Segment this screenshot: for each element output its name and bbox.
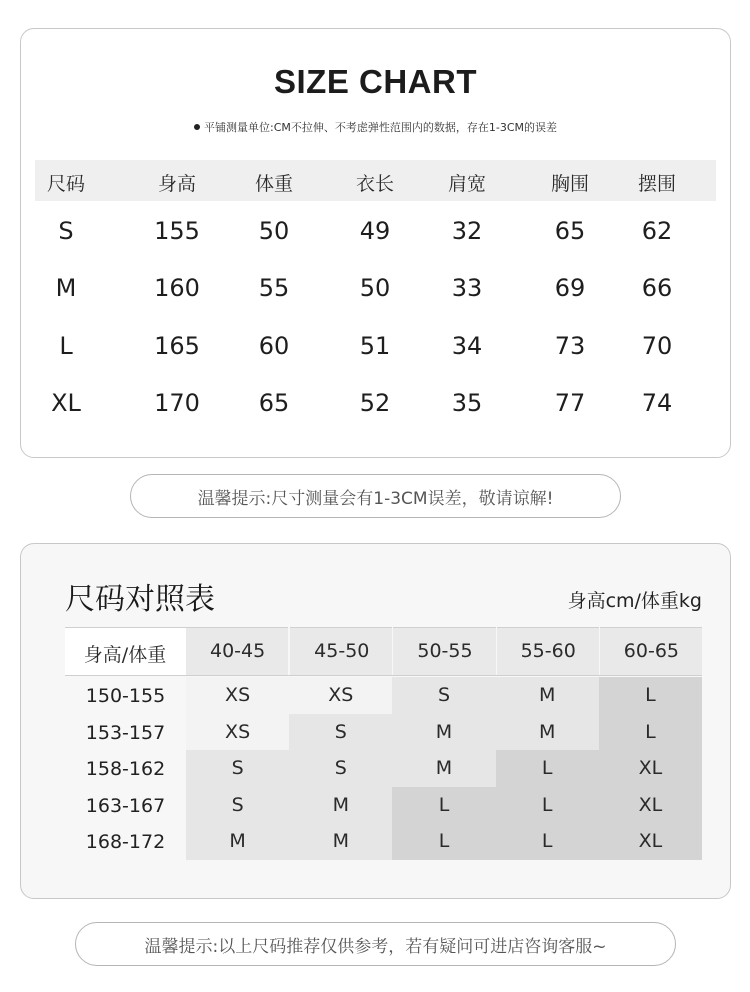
size-chart-cell: 65 (258, 389, 290, 417)
size-chart-row (21, 389, 730, 429)
size-recommendation-cell: M (392, 714, 495, 751)
weight-range-label: 45-50 (314, 640, 370, 662)
size-chart-cell: 52 (359, 389, 391, 417)
size-chart-cell: S (58, 217, 74, 245)
size-chart-cell: 51 (359, 332, 391, 360)
size-recommendation-cell: M (496, 714, 599, 751)
size-recommendation-cell: XS (186, 714, 289, 751)
size-recommendation-cell: XL (599, 823, 702, 860)
size-recommendation-cell: S (186, 787, 289, 824)
size-recommendation-cell: XL (599, 750, 702, 787)
size-chart-row (21, 332, 730, 372)
size-recommendation-cell: L (392, 823, 495, 860)
header-divider (65, 675, 702, 676)
size-chart-cell: 34 (451, 332, 483, 360)
size-chart-cell: 73 (554, 332, 586, 360)
size-recommendation-cell: M (496, 677, 599, 714)
measurement-note-text: 平铺测量单位:CM不拉伸、不考虑弹性范围内的数据，存在1-3CM的误差 (203, 121, 557, 134)
size-chart-cell: 155 (154, 217, 200, 245)
weight-range-label: 40-45 (209, 640, 266, 662)
tip-measurement-error: 温馨提示:尺寸测量会有1-3CM误差，敬请谅解! (130, 474, 621, 518)
size-chart-cell: 35 (451, 389, 483, 417)
size-recommendation-cell: S (289, 750, 392, 787)
weight-range-header (290, 627, 392, 675)
size-recommendation-cell: M (186, 823, 289, 860)
size-chart-cell: 55 (258, 274, 290, 302)
tip-reference-only: 温馨提示:以上尺码推荐仅供参考，若有疑问可进店咨询客服~ (75, 922, 676, 966)
size-chart-cell: 77 (554, 389, 586, 417)
size-reference-grid (65, 627, 702, 872)
bullet-icon (194, 124, 200, 130)
size-reference-title: 尺码对照表 (65, 582, 215, 617)
height-range-label: 163-167 (85, 794, 166, 817)
size-recommendation-cell: M (289, 823, 392, 860)
size-chart-row (21, 274, 730, 314)
size-recommendation-cell: L (496, 787, 599, 824)
size-recommendation-cell: L (599, 714, 702, 751)
size-chart-cell: L (59, 332, 73, 360)
size-recommendation-cell: M (289, 787, 392, 824)
height-range-label: 168-172 (85, 831, 166, 853)
size-chart-cell: 65 (554, 217, 586, 245)
weight-range-header (186, 627, 288, 675)
size-recommendation-cell: XS (186, 677, 289, 714)
height-range-label: 153-157 (85, 721, 166, 744)
size-chart-cell: M (55, 274, 77, 302)
size-chart-col-header: 尺码 (46, 173, 86, 195)
size-chart-col-header: 体重 (254, 173, 294, 195)
size-recommendation-cell: L (496, 823, 599, 860)
size-recommendation-cell: M (392, 750, 495, 787)
size-chart-cell: 160 (154, 274, 200, 302)
height-range-label: 150-155 (85, 685, 166, 707)
size-recommendation-cell: L (392, 787, 495, 824)
weight-range-label: 55-60 (520, 640, 576, 662)
size-chart-cell: 69 (554, 274, 586, 302)
corner-label: 身高/体重 (83, 644, 167, 666)
size-chart-cell: 60 (258, 332, 290, 360)
size-chart-cell: 74 (641, 389, 673, 417)
size-chart-col-header: 摆围 (637, 173, 677, 195)
size-reference-panel (20, 543, 731, 899)
size-chart-cell: 33 (451, 274, 483, 302)
weight-range-header (600, 627, 702, 675)
size-recommendation-cell: XS (289, 677, 392, 714)
weight-range-label: 60-65 (623, 640, 679, 662)
grid-corner-header (65, 627, 186, 675)
size-chart-cell: XL (51, 389, 81, 417)
size-chart-col-header: 胸围 (550, 173, 590, 195)
size-chart-panel (20, 28, 731, 458)
size-chart-title: SIZE CHART (274, 63, 477, 100)
size-recommendation-cell: XL (599, 787, 702, 824)
size-chart-header (35, 160, 716, 201)
size-recommendation-cell: L (496, 750, 599, 787)
unit-label: 身高cm/体重kg (567, 590, 702, 612)
size-chart-row (21, 217, 730, 257)
size-recommendation-cell: S (289, 714, 392, 751)
size-chart-cell: 170 (154, 389, 200, 417)
size-chart-cell: 165 (154, 332, 200, 360)
size-chart-cell: 66 (641, 274, 673, 302)
size-recommendation-cell: L (599, 677, 702, 714)
weight-range-header (497, 627, 599, 675)
size-chart-cell: 50 (359, 274, 391, 302)
size-chart-col-header: 衣长 (355, 173, 395, 195)
size-recommendation-cell: S (392, 677, 495, 714)
size-chart-cell: 49 (359, 217, 391, 245)
weight-range-header (393, 627, 495, 675)
size-chart-cell: 50 (258, 217, 290, 245)
height-range-label: 158-162 (85, 758, 166, 780)
size-chart-cell: 70 (641, 332, 673, 360)
size-chart-cell: 32 (451, 217, 483, 245)
size-chart-col-header: 身高 (157, 173, 197, 195)
measurement-note (21, 119, 730, 135)
size-chart-cell: 62 (641, 217, 673, 245)
size-chart-col-header: 肩宽 (447, 173, 487, 195)
size-recommendation-cell: S (186, 750, 289, 787)
weight-range-label: 50-55 (417, 640, 473, 662)
